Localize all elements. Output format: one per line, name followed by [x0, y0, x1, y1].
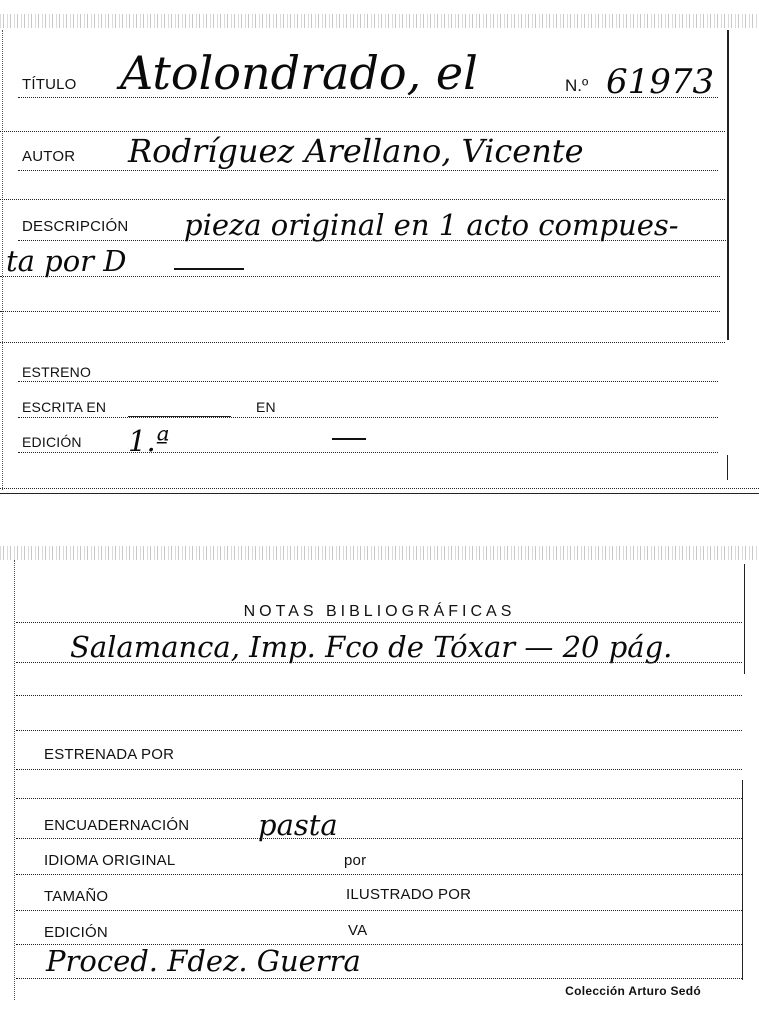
descripcion-rule-3 — [0, 311, 720, 312]
notas-value: Salamanca, Imp. Fco de Tóxar — 20 pág. — [70, 630, 673, 664]
encuadernacion-label: ENCUADERNACIÓN — [44, 817, 190, 834]
scan-noise-top — [0, 14, 759, 28]
estreno-label: ESTRENO — [22, 364, 92, 380]
idioma-rule — [16, 874, 742, 875]
titulo-value: Atolondrado, el — [120, 46, 478, 100]
autor-rule — [18, 170, 718, 171]
collection-imprint: Colección Arturo Sedó — [565, 984, 701, 998]
procedencia-rule — [16, 978, 742, 979]
scan-noise-top — [0, 546, 759, 560]
tamano-rule — [16, 910, 742, 911]
descripcion-rule-2 — [0, 276, 720, 277]
numero-label: N.º — [565, 76, 589, 95]
descripcion-rule-1 — [18, 240, 728, 241]
descripcion-line1: pieza original en 1 acto compues- — [184, 208, 679, 242]
estrenada-rule-2 — [16, 798, 742, 799]
notas-rule-2 — [16, 662, 742, 663]
edicion-rule — [18, 452, 718, 453]
encuadernacion-value: pasta — [258, 808, 338, 842]
va-label: VA — [348, 922, 368, 939]
descripcion-line2: ta por D — [6, 244, 127, 278]
card-bottom-rule — [0, 488, 759, 489]
estreno-rule — [18, 381, 718, 382]
autor-label: AUTOR — [22, 148, 76, 165]
card-right-border-lower — [727, 455, 728, 480]
edicion-back-label: EDICIÓN — [44, 924, 108, 941]
separator-rule-2 — [0, 199, 725, 200]
notas-rule-4 — [16, 730, 742, 731]
edicion-mark — [332, 438, 366, 440]
catalog-card-back — [0, 540, 759, 1028]
notas-rule-3 — [16, 695, 742, 696]
edicion-value: 1.ª — [128, 424, 170, 458]
notas-heading: NOTAS BIBLIOGRÁFICAS — [243, 603, 516, 620]
edicion-label: EDICIÓN — [22, 434, 82, 450]
descripcion-blank-underline — [174, 268, 244, 270]
ink-blot — [368, 912, 428, 958]
estrenada-rule-1 — [16, 769, 742, 770]
tamano-label: TAMAÑO — [44, 888, 109, 905]
card-right-border-lower — [742, 780, 743, 980]
notas-rule-1 — [16, 622, 742, 623]
card-left-border — [14, 560, 16, 1000]
catalog-card-front — [0, 0, 759, 495]
encuadernacion-rule — [16, 838, 742, 839]
titulo-rule — [18, 97, 718, 98]
card-right-border — [727, 30, 729, 340]
separator-rule-3 — [0, 342, 725, 343]
por-label: por — [344, 852, 367, 869]
titulo-label: TÍTULO — [22, 76, 77, 93]
estrenada-por-label: ESTRENADA POR — [44, 746, 175, 763]
numero-value: 61973 — [606, 62, 715, 102]
escrita-en-label: ESCRITA EN — [22, 399, 107, 415]
idioma-original-label: IDIOMA ORIGINAL — [44, 852, 176, 869]
descripcion-label: DESCRIPCIÓN — [22, 218, 129, 235]
autor-value: Rodríguez Arellano, Vicente — [128, 132, 584, 170]
card-bottom-edge — [0, 493, 759, 494]
escrita-en-rule — [18, 417, 718, 418]
procedencia-value: Proced. Fdez. Guerra — [46, 944, 361, 978]
card-left-border — [2, 30, 4, 490]
ilustrado-por-label: ILUSTRADO POR — [346, 886, 472, 903]
en-label: EN — [256, 399, 276, 415]
